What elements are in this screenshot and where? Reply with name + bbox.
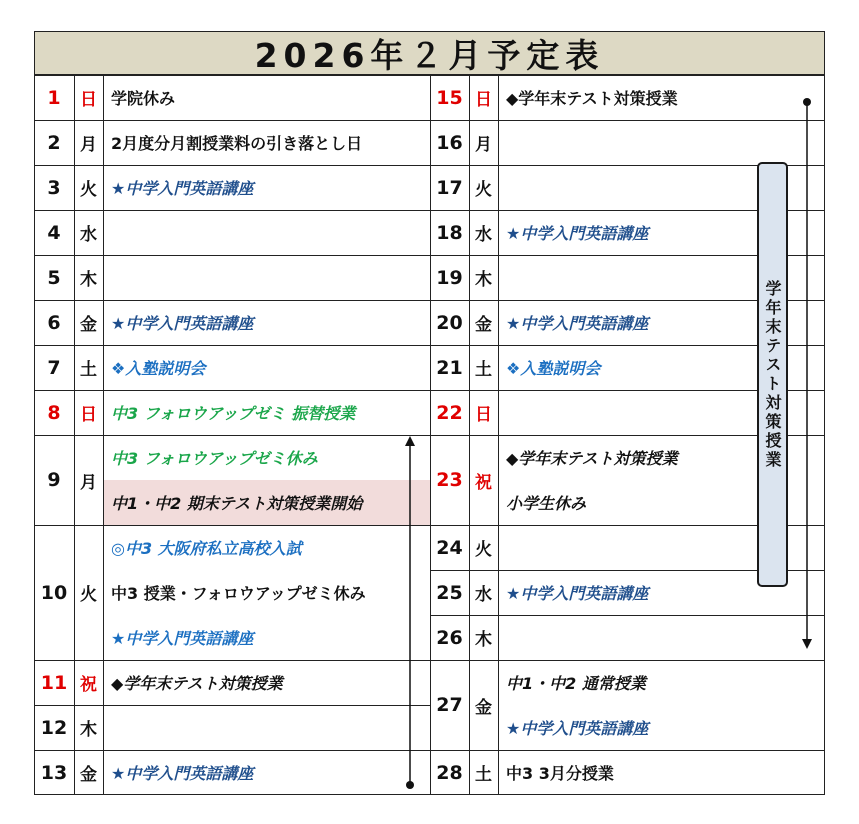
day-number: 21 — [436, 356, 463, 379]
day-of-week: 火 — [475, 180, 492, 200]
arrow-down-icon — [802, 639, 812, 649]
event-entry: ❖入塾説明会 — [506, 359, 601, 378]
day-number: 12 — [40, 716, 68, 739]
day-of-week: 木 — [80, 270, 97, 290]
event-entry: ◎中3 大阪府私立高校入試 — [111, 539, 302, 558]
page-title: 2026年２月予定表 — [34, 31, 825, 75]
day-of-week: 木 — [475, 630, 492, 650]
day-number: 15 — [436, 86, 463, 109]
event-entry: ◆学年末テスト対策授業 — [506, 449, 678, 468]
day-of-week: 土 — [80, 360, 97, 380]
day-of-week: 金 — [80, 315, 97, 335]
day-number: 6 — [47, 311, 61, 334]
day-of-week: 火 — [80, 585, 97, 605]
day-of-week: 火 — [475, 540, 492, 560]
day-of-week: 金 — [475, 697, 492, 718]
day-of-week: 金 — [80, 765, 97, 785]
event-entry: 中1・中2 期末テスト対策授業開始 — [103, 480, 430, 525]
day-of-week: 金 — [475, 315, 492, 335]
day-number: 1 — [47, 86, 61, 109]
day-number: 10 — [40, 581, 68, 604]
day-number: 24 — [436, 536, 463, 559]
event-entry: ❖入塾説明会 — [111, 359, 206, 378]
day-of-week: 日 — [475, 405, 492, 425]
event-entry: 中3 フォロウアップゼミ 振替授業 — [111, 404, 356, 423]
day-number: 17 — [436, 176, 463, 199]
day-number: 16 — [436, 131, 463, 154]
event-entry: 中3 授業・フォロウアップゼミ休み — [111, 584, 366, 603]
day-of-week: 土 — [475, 360, 492, 380]
day-number: 25 — [436, 581, 463, 604]
day-of-week: 日 — [80, 90, 97, 110]
event-entry: ★中学入門英語講座 — [506, 719, 649, 738]
event-entry: ★中学入門英語講座 — [506, 314, 649, 333]
day-of-week: 土 — [475, 765, 492, 785]
event-entry: ◆学年末テスト対策授業 — [506, 89, 678, 108]
day-of-week: 木 — [80, 720, 97, 740]
event-entry: ★中学入門英語講座 — [506, 584, 649, 603]
event-entry: 中3 フォロウアップゼミ休み — [111, 449, 318, 468]
day-of-week: 月 — [80, 135, 97, 155]
day-number: 2 — [47, 131, 61, 154]
day-number: 18 — [436, 221, 463, 244]
day-number: 13 — [40, 761, 68, 784]
day-of-week: 水 — [80, 225, 97, 245]
side-label: 学年末テスト対策授業 — [763, 279, 782, 470]
day-of-week: 祝 — [475, 472, 492, 493]
day-of-week: 水 — [475, 225, 492, 245]
day-number: 20 — [436, 311, 463, 334]
day-number: 5 — [47, 266, 61, 289]
day-of-week: 木 — [475, 270, 492, 290]
day-number: 9 — [47, 469, 61, 491]
day-number: 7 — [47, 356, 61, 379]
day-number: 19 — [436, 266, 463, 289]
day-number: 22 — [436, 401, 463, 424]
event-entry: ★中学入門英語講座 — [506, 224, 649, 243]
event-entry: ★中学入門英語講座 — [111, 179, 254, 198]
day-number: 3 — [47, 176, 61, 199]
event-entry: ★中学入門英語講座 — [111, 764, 254, 783]
day-number: 4 — [47, 221, 61, 244]
event-entry: 中1・中2 通常授業 — [506, 674, 646, 693]
day-of-week: 祝 — [80, 675, 97, 695]
exam-prep-side-box — [757, 162, 788, 587]
day-of-week: 月 — [80, 472, 97, 493]
event-entry: ◆学年末テスト対策授業 — [111, 674, 283, 693]
event-entry: 学院休み — [111, 89, 176, 108]
day-of-week: 水 — [475, 585, 492, 605]
day-of-week: 日 — [80, 405, 97, 425]
event-entry: 2月度分月割授業料の引き落とし日 — [111, 134, 363, 153]
day-number: 28 — [436, 761, 463, 784]
event-entry: ★中学入門英語講座 — [111, 629, 254, 648]
day-of-week: 月 — [475, 135, 492, 155]
day-number: 27 — [436, 694, 463, 716]
arrow-start-dot-icon — [803, 98, 811, 106]
day-number: 11 — [40, 671, 68, 694]
event-entry: 小学生休み — [506, 494, 587, 513]
day-number: 23 — [436, 469, 463, 491]
day-of-week: 火 — [80, 180, 97, 200]
event-entry: 中3 3月分授業 — [506, 764, 614, 783]
arrow-up-icon — [405, 436, 415, 446]
day-number: 26 — [436, 626, 463, 649]
day-number: 8 — [47, 401, 61, 424]
event-entry: ★中学入門英語講座 — [111, 314, 254, 333]
arrow-end-dot-icon — [406, 781, 414, 789]
day-of-week: 日 — [475, 90, 492, 110]
